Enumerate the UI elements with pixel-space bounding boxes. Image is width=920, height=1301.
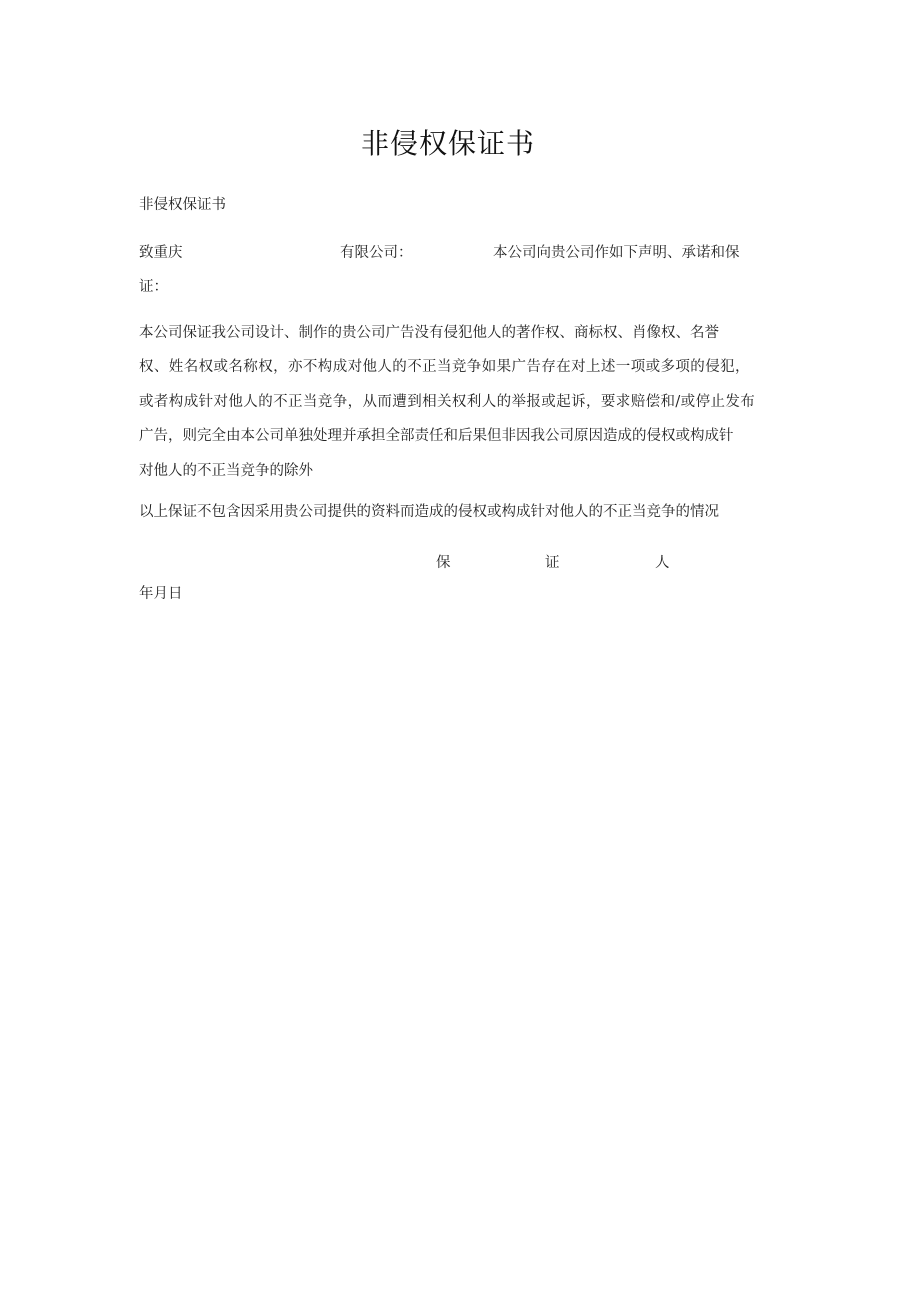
- page-title: 非侵权保证书: [360, 127, 535, 160]
- declaration-continuation: 证：: [139, 279, 168, 295]
- signature-char: 人: [655, 555, 670, 571]
- guarantee-line: 对他人的不正当竞争的除外: [139, 462, 313, 479]
- document-subtitle: 非侵权保证书: [139, 197, 226, 213]
- date-line: 年月日: [139, 586, 183, 602]
- addressee-to: 致重庆: [139, 245, 183, 261]
- signature-row: [0, 551, 920, 571]
- guarantee-paragraph: [139, 316, 759, 488]
- signature-char: 保: [436, 555, 451, 571]
- addressee-company-suffix: 有限公司：: [340, 245, 413, 261]
- guarantee-line: 广告，则完全由本公司单独处理并承担全部责任和后果但非因我公司原因造成的侵权或构成针: [139, 428, 734, 445]
- guarantee-line: 或者构成针对他人的不正当竞争，从而遭到相关权利人的举报或起诉，要求赔偿和/或停止发布: [139, 393, 756, 410]
- guarantee-line: 本公司保证我公司设计、制作的贵公司广告没有侵犯他人的著作权、商标权、肖像权、名誉: [139, 325, 719, 341]
- declaration-text: 本公司向贵公司作如下声明、承诺和保: [493, 245, 740, 261]
- guarantee-line: 权、姓名权或名称权，亦不构成对他人的不正当竞争如果广告存在对上述一项或多项的侵犯，: [139, 359, 750, 376]
- exclusion-statement: 以上保证不包含因采用贵公司提供的资料而造成的侵权或构成针对他人的不正当竞争的情况: [139, 504, 719, 520]
- signature-char: 证: [545, 555, 560, 571]
